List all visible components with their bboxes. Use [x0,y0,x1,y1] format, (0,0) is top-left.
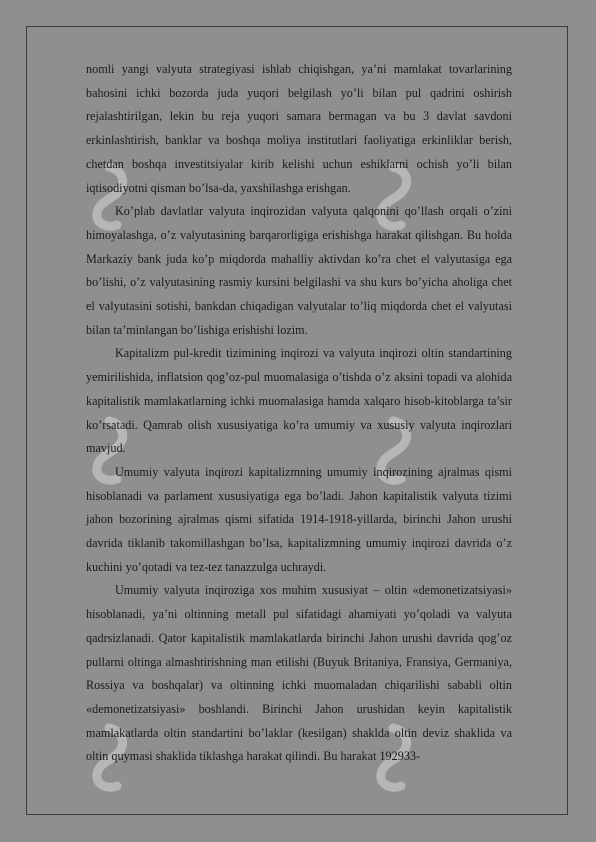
paragraph-continued: nomli yangi valyuta strategiyasi ishlab chiqishgan, ya’ni mamlakat tovarlarining bahosini ichki bozorda juda yuqori belgilash yo’li bilan pul qadrini oshirish rejalashtirilgan, lekin bu reja yuqori samara bermagan va bu 3 davlat savdoni erkinlashtirish, banklar va boshqa moliya institutlari faoliyatiga erkinliklar berish, chetdan boshqa investitsiyalar kirib kelishi uchun eshiklarni ochish yo’li bilan iqtisodiyotni qisman bo’lsa-da, yaxshilashga erishgan. [86,62,512,195]
document-body [86,58,512,769]
page-frame [26,26,568,815]
paragraph: Umumiy valyuta inqirozi kapitalizmning umumiy inqirozining ajralmas qismi hisoblanadi va parlament xususiyatiga ega bo’ladi. Jahon kapitalistik valyuta tizimi jahon bozorining ajralmas qismi sifatida 1914-1918-yillarda, birinchi Jahon urushi davrida tiklanib takomillashgan bo’lsa, kapitalizmning umumiy inqirozi davrida o’z kuchini yo’qotadi va tez-tez tanazzulga uchraydi. [86,464,512,574]
paragraph: Umumiy valyuta inqiroziga xos muhim xususiyat – oltin «demonetizatsiyasi» hisoblanadi, ya’ni oltinning metall pul sifatidagi ahamiyati yo’qoladi va valyuta qadrsizlanadi. Qator kapitalistik mamlakatlarda birinchi Jahon urushi davrida qog’oz pullarni oltinga almashtirishning man etilishi (Buyuk Britaniya, Fransiya, Germaniya, Rossiya va boshqalar) va oltinning ichki muomaladan chiqarilishi sababli oltin «demonetizatsiyasi» boshlandi. Birinchi Jahon urushidan keyin kapitalistik mamlakatlarda oltin standartini bo’laklar (kesilgan) shaklda oltin deviz shaklida va oltin quymasi shaklida tiklashga harakat qilindi. Bu harakat 192933- [86,583,512,764]
paragraph: Ko’plab davlatlar valyuta inqirozidan valyuta qalqonini qo’llash orqali o’zini himoyalashga, o’z valyutasining barqarorligiga erishishga harakat qilishgan. Bu holda Markaziy bank juda ko’p miqdorda mahalliy aktivdan ko’ra chet el valyutasiga ega bo’lishi, o’z valyutasining rasmiy kursini belgilashi va shu kurs bo’yicha aholiga chet el valyutasini sotishi, bankdan chiqadigan valyutalar to’liq miqdorda chet el valyutasi bilan ta’minlangan bo’lishiga erishishi lozim. [86,204,512,337]
paragraph: Kapitalizm pul-kredit tizimining inqirozi va valyuta inqirozi oltin standartining yemirilishida, inflatsion qog’oz-pul muomalasiga o’tishda o’z aksini topadi va alohida kapitalistik mamlakatlarning ichki muomalasiga hamda xalqaro hisob-kitoblarga ta’sir ko’rsatadi. Qamrab olish xususiyatiga ko’ra umumiy va xususiy valyuta inqirozlari mavjud. [86,346,512,456]
